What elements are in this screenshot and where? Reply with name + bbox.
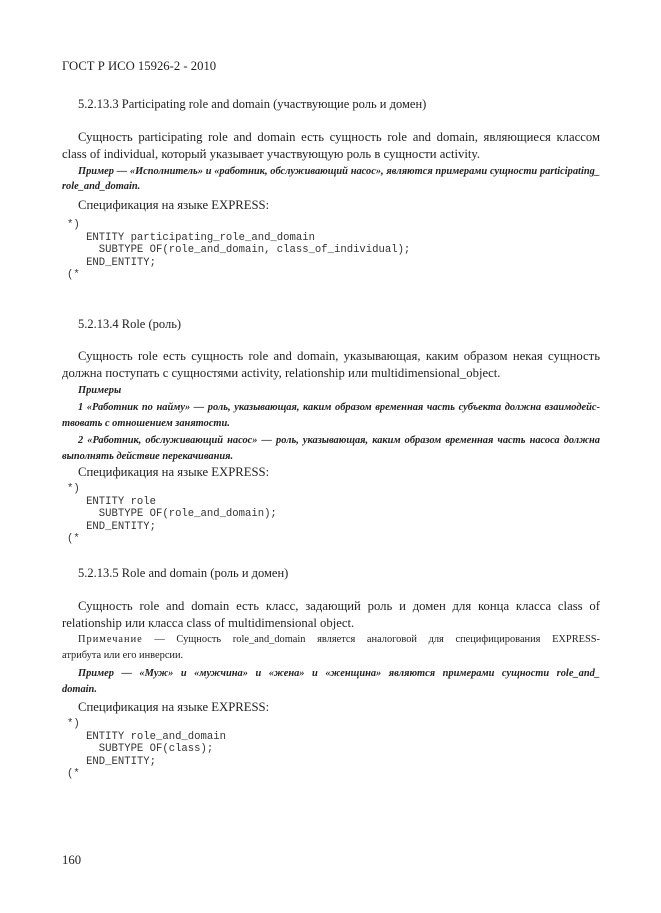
express-code-block: *) ENTITY role_and_domain SUBTYPE OF(class); END_ENTITY; (* bbox=[67, 718, 226, 780]
section-heading: 5.2.13.5 Role and domain (роль и домен) bbox=[78, 566, 289, 580]
paragraph-line: Сущность participating role and domain есть сущность role and domain, являющиеся классом bbox=[78, 130, 600, 144]
express-code-block: *) ENTITY participating_role_and_domain SUBTYPE OF(role_and_domain, class_of_individual); END_ENTITY; (* bbox=[67, 219, 411, 281]
example-line: role_and_domain. bbox=[62, 181, 141, 192]
section-heading: 5.2.13.3 Participating role and domain (участвующие роль и домен) bbox=[78, 97, 427, 111]
examples-title: Примеры bbox=[78, 385, 122, 396]
spec-label: Спецификация на языке EXPRESS: bbox=[78, 700, 270, 714]
note-label: Примечание bbox=[78, 634, 143, 645]
section-heading: 5.2.13.4 Role (роль) bbox=[78, 317, 182, 331]
paragraph-line: Сущность role есть сущность role and domain, указывающая, каким образом некая сущность bbox=[78, 349, 600, 363]
paragraph-line: class of individual, который указывает участвующую роль в сущности activity. bbox=[62, 147, 481, 161]
paragraph-line: relationship или класса class of multidimensional object. bbox=[62, 616, 355, 630]
example-line: 2 «Работник, обслуживающий насос» — роль, указывающая, каким образом временная часть насоса должна bbox=[78, 435, 600, 446]
spec-label: Спецификация на языке EXPRESS: bbox=[78, 198, 270, 212]
page-number: 160 bbox=[62, 853, 82, 867]
example-line: 1 «Работник по найму» — роль, указывающая, каким образом временная часть субъекта должна взаимодейс- bbox=[78, 402, 600, 413]
express-code-block: *) ENTITY role SUBTYPE OF(role_and_domain); END_ENTITY; (* bbox=[67, 483, 277, 545]
note-line: атрибута или его инверсии. bbox=[62, 650, 184, 661]
example-line: выполнять действие перекачивания. bbox=[62, 451, 234, 462]
paragraph-line: Сущность role and domain есть класс, задающий роль и домен для конца класса class of bbox=[78, 599, 600, 613]
note-line: Примечание — Сущность role_and_domain является аналоговой для специфицирования EXPRESS- bbox=[78, 634, 600, 645]
example-line: твовать с отношением занятости. bbox=[62, 418, 230, 429]
example-line: domain. bbox=[62, 684, 97, 695]
spec-label: Спецификация на языке EXPRESS: bbox=[78, 465, 270, 479]
example-line: Пример — «Муж» и «мужчина» и «жена» и «женщина» являются примерами сущности role_and_ bbox=[78, 668, 600, 679]
paragraph-line: должна поступать с сущностями activity, relationship или multidimensional_object. bbox=[62, 366, 501, 380]
document-header: ГОСТ Р ИСО 15926-2 - 2010 bbox=[62, 59, 217, 73]
example-line: Пример — «Исполнитель» и «работник, обслуживающий насос», являются примерами сущности participating_ bbox=[78, 166, 600, 177]
